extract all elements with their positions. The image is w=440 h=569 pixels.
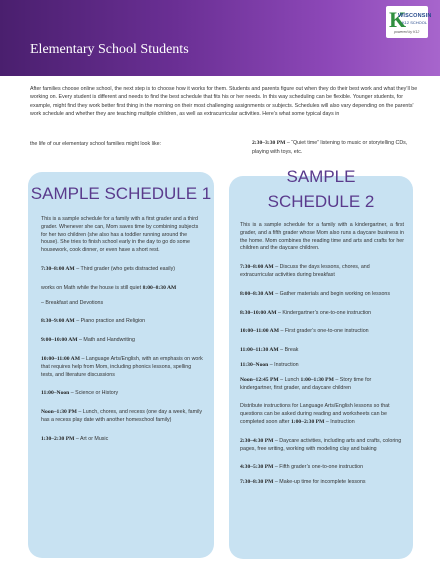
intro-paragraph: After families choose online school, the next step is to choose how it works for them. Students and parents figure out when they do their best work and what they’ll be working on. Every student is different and needs to find the best schedule that fits his or her needs. In this way scheduling can be flexible. Younger students, for example, might find they work better first thing in the morning on their most challenging assignments or subjects. Schedules will also vary depending on the parents' work schedule and whether they are teaching multiple children, as well as extracurricular activities. Here’s what some typical days in (30, 86, 418, 118)
schedule-2-item (240, 377, 404, 393)
logo-subtitle: K12 SCHOOL (402, 20, 428, 25)
schedule-time: 8:30–10:00 AM (240, 309, 277, 316)
schedule-text: – Science or History (69, 390, 119, 397)
schedule-2-item (240, 347, 404, 355)
schedule-1-item (41, 300, 203, 308)
schedule-1-item (41, 356, 203, 379)
schedule-text: – Break (278, 347, 299, 354)
schedule-1-heading: SAMPLE SCHEDULE 1 (30, 184, 212, 203)
schedule-time: 7:30–8:00 AM (240, 264, 274, 271)
logo-tagline: powered by K12 (394, 30, 420, 34)
schedule-time: 8:30–9:00 AM (41, 318, 75, 325)
schedule-1-item (41, 436, 203, 444)
schedule-text: – Fifth grader’s one-to-one instruction (273, 464, 364, 471)
schedule-text: – Third grader (who gets distracted easily) (74, 265, 176, 272)
schedule-2-description: This is a sample schedule for a family with a kindergartner, a first grader, and a fifth grader whose Mom also runs a daycare business in the home. Mom combines the reading time and arts and crafts for her children and the daycare children. (240, 222, 404, 252)
schedule-1-item (41, 266, 203, 274)
schedule-1-panel (28, 172, 214, 558)
schedule-time: 11:30–Noon (240, 361, 269, 368)
schedule-time: Noon–12:45 PM (240, 376, 279, 383)
schedule-1-item (41, 285, 203, 293)
schedule-text: – Instruction (324, 418, 355, 425)
schedule-2-item (240, 438, 404, 454)
schedule-1-item (41, 390, 203, 398)
schedule-2-body (240, 222, 404, 498)
schedule-time: 11:00–11:30 AM (240, 347, 279, 354)
schedule-text: – Language Arts/English, with an emphasis on work that requires help from Mom, including phonics lessons, spelling tests, and literature discussions (41, 355, 203, 378)
schedule-time: 2:30–4:30 PM (240, 437, 274, 444)
schedule-time: 9:00–10:00 AM (41, 337, 78, 344)
schedule-time: 7:30–8:00 AM (41, 265, 75, 272)
schedule-time: 7:30–8:30 PM (240, 479, 274, 486)
schedule-text: – Lunch, chores, and recess (one day a week, family has a recess play date with another homeschool family) (41, 409, 203, 423)
schedule-2-item (240, 310, 404, 318)
schedule-text: – Instruction (268, 361, 299, 368)
schedule-2-item (240, 264, 404, 280)
schedule-1-body (41, 216, 203, 455)
schedule-1-description: This is a sample schedule for a family with a first grader and a third grader. Whenever she can, Mom saves time by combining subjects for her two children (she also has a toddler running around the house). She tries to finish school early in the day to go do some housework, cook dinner, or even have a short rest. (41, 216, 199, 254)
schedule-text: – Lunch (278, 376, 301, 383)
schedule-text: – Math and Handwriting (77, 337, 135, 344)
schedule-text: – Gather materials and begin working on lessons (273, 290, 391, 297)
schedule-time: 4:30–5:30 PM (240, 464, 274, 471)
schedule-text: – Kindergartner’s one-to-one instruction (276, 309, 372, 316)
schedule-time: 8:00–8:30 AM (240, 290, 274, 297)
schedule-time: 10:00–11:00 AM (41, 355, 80, 362)
schedule-1-item (41, 318, 203, 326)
schedule-text: – Story time for kindergartner, first grader, and daycare children (240, 376, 372, 391)
quiet-time-text: – “Quiet time” listening to music or storytelling CDs, playing with toys, etc. (252, 140, 408, 155)
schedule-text: – Make-up time for incomplete lessons (273, 479, 366, 486)
quiet-time-time: 2:30–3:30 PM (252, 140, 286, 146)
schedule-text: – First grader’s one-to-one instruction (279, 328, 369, 335)
schedule-2-heading-line2: SCHEDULE 2 (267, 192, 375, 211)
schedule-text: – Daycare activities, including arts and crafts, coloring pages, free writing, working with modeling clay and baking (240, 437, 402, 452)
schedule-time: 8:00–8:30 AM (142, 284, 177, 291)
schedule-text: – Discuss the days lessons, chores, and extracurricular activities during breakfast (240, 264, 370, 278)
logo-k-mark: K (389, 7, 407, 32)
schedule-text: Distribute instructions for Language Arts/English lessons so that questions can be asked during reading and worksheets can be completed soon after (240, 403, 390, 425)
schedule-text: – Piano practice and Religion (74, 318, 146, 325)
header-banner (0, 0, 440, 76)
schedule-time: 1:00–1:30 PM (300, 376, 334, 383)
schedule-2-item (240, 464, 404, 472)
schedule-2-item (240, 362, 404, 370)
logo-wordmark: WISCONSIN (398, 13, 432, 19)
quiet-time-entry (252, 139, 412, 157)
schedule-2-item (240, 479, 404, 487)
schedule-time: 1:00–2:30 PM (290, 418, 325, 425)
schedule-2-panel (229, 167, 413, 559)
page-title: Elementary School Students (30, 42, 189, 57)
schedule-time: 1:30–2:30 PM (41, 435, 75, 442)
school-logo (386, 6, 432, 38)
schedule-text: – Breakfast and Devotions (41, 299, 104, 306)
schedule-time: Noon–1:30 PM (41, 409, 77, 416)
schedule-time: 11:00–Noon (41, 390, 70, 397)
schedule-text: – Art or Music (74, 435, 109, 442)
schedule-2-item (240, 291, 404, 299)
schedule-2-item (240, 328, 404, 336)
schedule-1-item (41, 337, 203, 345)
schedule-2-item (240, 403, 404, 426)
schedule-time: 10:00–11:00 AM (240, 328, 279, 335)
schedule-1-item (41, 409, 203, 425)
schedule-text: works on Math while the house is still quiet (41, 284, 143, 291)
intro-continuation: the life of our elementary school families might look like: (30, 141, 162, 147)
schedule-2-heading-line1: SAMPLE (286, 167, 356, 186)
